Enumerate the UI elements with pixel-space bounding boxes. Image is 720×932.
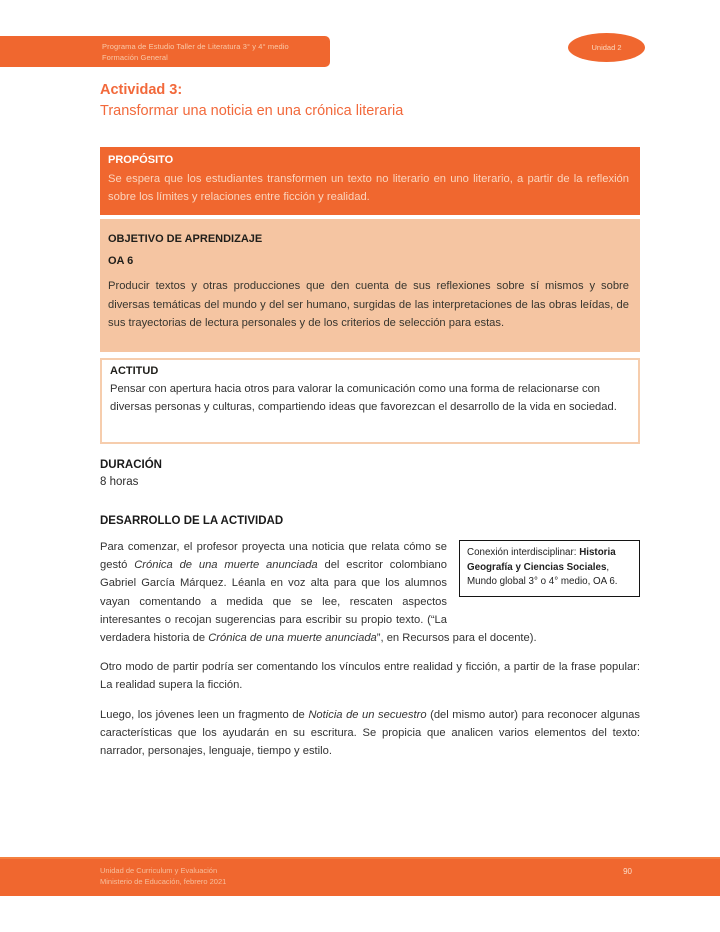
activity-subtitle: Transformar una noticia en una crónica literaria <box>100 103 404 119</box>
actitud-section <box>100 358 640 444</box>
activity-title-block <box>100 80 640 122</box>
actitud-heading: ACTITUD <box>110 365 159 377</box>
footer-band <box>0 857 720 896</box>
interdisciplinary-connection-note: Conexión interdisciplinar: Historia Geografía y Ciencias Sociales, Mundo global 3° o 4° medio, OA 6. <box>459 540 640 597</box>
paragraph-1-text: Para comenzar, el profesor proyecta una noticia que relata cómo se gestó Crónica de una muerte anunciada del escritor colombiano Gabriel García Márquez. Léanla en voz alta para que los alumnos vayan comentando a medida que se lee, rescaten aspectos interesantes o recojan sugerencias para escribir su propio texto. (“La verdadera historia de Crónica de una muerte anunciada”, en Recursos para el docente). <box>100 541 537 645</box>
program-title-line2: Formación General <box>102 53 168 62</box>
activity-number: Actividad 3: <box>100 82 183 98</box>
program-title-line1: Programa de Estudio Taller de Literatura 3° y 4° medio <box>102 42 289 51</box>
paragraph-2 <box>100 658 640 694</box>
paragraph-2-text: Otro modo de partir podría ser comentando los vínculos entre realidad y ficción, a partir de la frase popular: La realidad supera la ficción. <box>100 661 640 692</box>
footer-line1: Unidad de Curriculum y Evaluación <box>100 866 218 875</box>
paragraph-3 <box>100 706 640 761</box>
paragraph-1 <box>100 538 640 647</box>
proposito-section <box>100 147 640 215</box>
objetivo-section <box>100 219 640 352</box>
desarrollo-heading: DESARROLLO DE LA ACTIVIDAD <box>100 515 284 527</box>
proposito-heading: PROPÓSITO <box>108 154 174 166</box>
unit-badge <box>568 33 645 62</box>
objetivo-code: OA 6 <box>108 255 134 267</box>
page-number: 90 <box>623 867 632 876</box>
duracion-heading: DURACIÓN <box>100 459 162 471</box>
duracion-section <box>100 458 162 490</box>
activity-body <box>100 538 640 771</box>
unit-badge-label: Unidad 2 <box>591 43 622 52</box>
duracion-value: 8 horas <box>100 476 139 488</box>
footer-credits <box>100 865 226 887</box>
footer-line2: Ministerio de Educación, febrero 2021 <box>100 877 227 886</box>
objetivo-body: Producir textos y otras producciones que den cuenta de sus reflexiones sobre sí mismos y sobre diversas temáticas del mundo y del ser humano, surgidas de las interpretaciones de las obras leídas, de sus trayectorias de lectura personales y de los criterios de selección para estas. <box>108 280 629 329</box>
program-title <box>102 41 289 63</box>
header-band <box>0 36 330 67</box>
paragraph-3-text: Luego, los jóvenes leen un fragmento de Noticia de un secuestro (del mismo autor) para reconocer algunas características que los ayudarán en su escritura. Se propicia que analicen varios elementos del texto: narrador, personajes, lenguaje, tiempo y estilo. <box>100 708 640 758</box>
objetivo-heading: OBJETIVO DE APRENDIZAJE <box>108 233 263 245</box>
proposito-body: Se espera que los estudiantes transformen un texto no literario en uno literario, a partir de la reflexión sobre los límites y relaciones entre ficción y realidad. <box>108 173 629 203</box>
actitud-body: Pensar con apertura hacia otros para valorar la comunicación como una forma de relacionarse con diversas personas y culturas, compartiendo ideas que favorezcan el desarrollo de la vida en sociedad. <box>110 383 617 413</box>
